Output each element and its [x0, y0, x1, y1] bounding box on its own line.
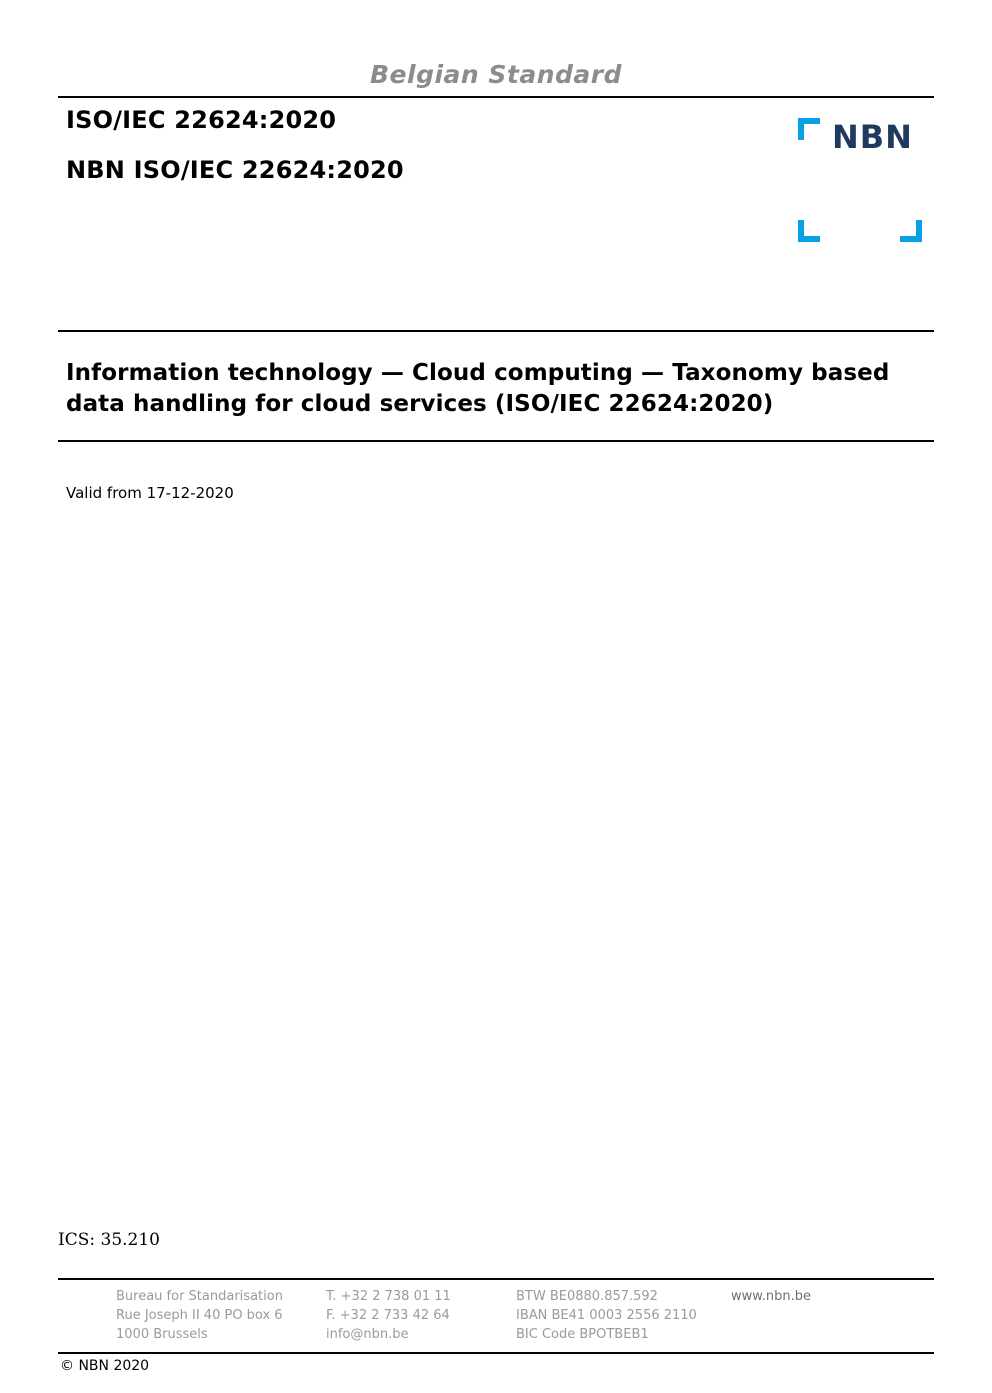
nbn-logo [790, 110, 938, 260]
page-title: Information technology — Cloud computing — Taxonomy based data handling for cloud services (ISO/IEC 22624:2020) [66, 360, 890, 418]
copyright-notice: © NBN 2020 [60, 1358, 150, 1374]
page-banner: Belgian Standard [369, 60, 623, 89]
footer-website-column [731, 1288, 931, 1345]
footer-address-line-2: Rue Joseph II 40 PO box 6 [116, 1307, 283, 1323]
nbn-logo-wordmark: NBN [832, 118, 913, 156]
footer-bic: BIC Code BPOTBEB1 [516, 1326, 649, 1342]
nbn-reference: NBN ISO/IEC 22624:2020 [66, 156, 404, 184]
divider-footer-bottom [58, 1352, 934, 1354]
divider-middle [58, 330, 934, 332]
footer-address [116, 1288, 326, 1345]
footer-address-line-1: Bureau for Standarisation [116, 1289, 283, 1304]
corner-bracket-bottom-left-icon [798, 220, 820, 242]
divider-under-title [58, 440, 934, 442]
footer-vat: BTW BE0880.857.592 [516, 1289, 658, 1304]
corner-bracket-bottom-right-icon [900, 220, 922, 242]
page-footer [116, 1288, 936, 1345]
divider-footer-top [58, 1278, 934, 1280]
footer-phone: T. +32 2 738 01 11 [326, 1289, 451, 1304]
iso-reference: ISO/IEC 22624:2020 [66, 106, 337, 134]
reference-block [66, 108, 686, 182]
ics-code: ICS: 35.210 [58, 1230, 160, 1250]
validity-date: Valid from 17-12-2020 [66, 484, 234, 502]
footer-address-line-3: 1000 Brussels [116, 1326, 208, 1342]
footer-email[interactable]: info@nbn.be [326, 1326, 409, 1342]
footer-banking [516, 1288, 731, 1345]
divider-top [58, 96, 934, 98]
footer-contact [326, 1288, 516, 1345]
footer-iban: IBAN BE41 0003 2556 2110 [516, 1307, 697, 1323]
footer-fax: F. +32 2 733 42 64 [326, 1307, 450, 1323]
footer-website-link[interactable]: www.nbn.be [731, 1289, 811, 1304]
corner-bracket-top-left-icon [798, 118, 820, 140]
